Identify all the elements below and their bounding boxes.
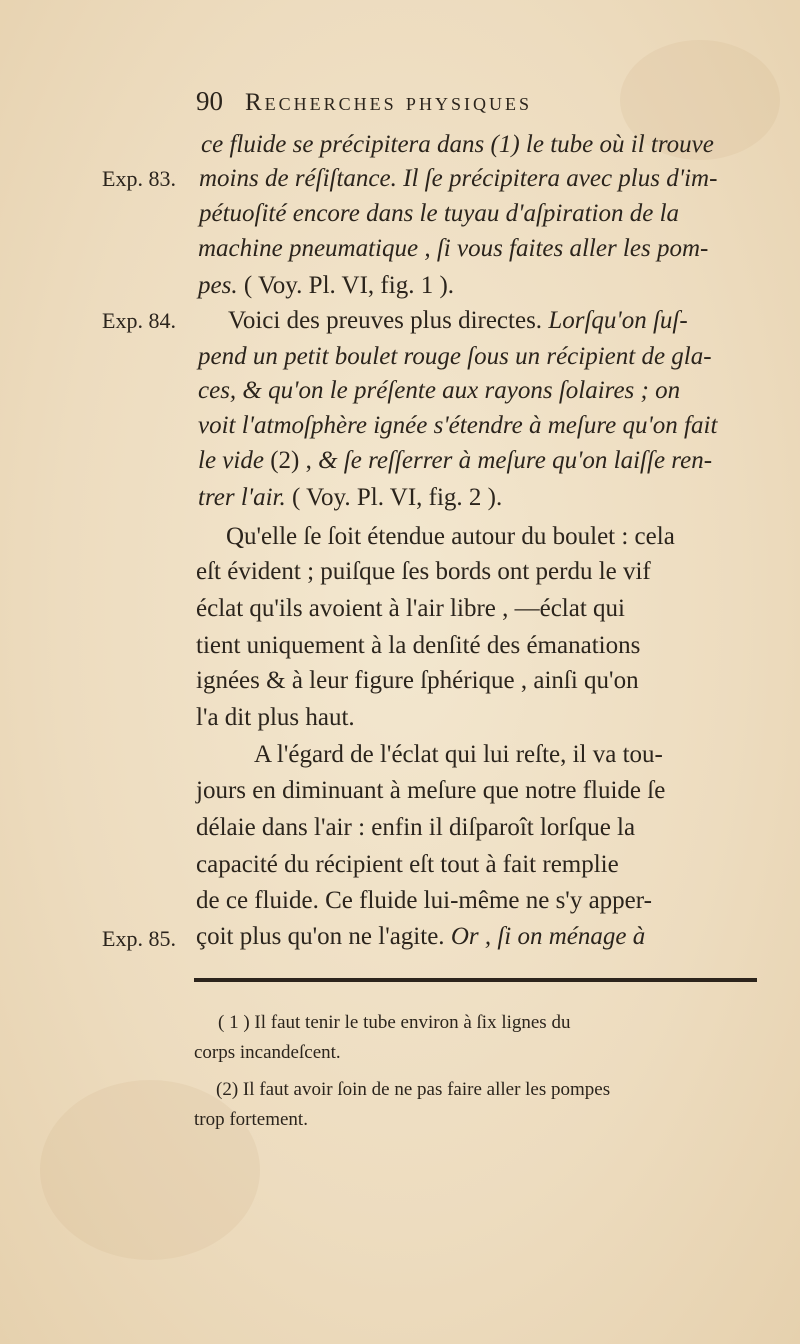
margin-note-exp-83: Exp. 83.	[102, 166, 176, 191]
italic-run: trer l'air.	[198, 484, 286, 511]
text-line	[198, 483, 502, 513]
text-line: ignées & à leur figure ſphérique , ainſi qu'on	[196, 667, 639, 694]
roman-run: ( Voy. Pl. VI, fig. 1 ).	[237, 272, 455, 299]
text-line: tient uniquement à la denſité des émanations	[196, 632, 641, 659]
text-line: A l'égard de l'éclat qui lui reſte, il va tou-	[254, 741, 663, 768]
text-line: délaie dans l'air : enfin il diſparoît lorſque la	[196, 814, 636, 841]
text-line: pétuoſité encore dans le tuyau d'aſpiration de la	[199, 200, 680, 227]
roman-run: ( Voy. Pl. VI, fig. 2 ).	[285, 484, 503, 511]
text-line: de ce fluide. Ce fluide lui-même ne s'y apper-	[196, 887, 652, 914]
footnote-separator-rule	[194, 978, 757, 982]
roman-run: çoit plus qu'on ne l'agite.	[196, 923, 445, 950]
footnote-line: corps incandeſcent.	[194, 1042, 341, 1063]
running-title: Recherches physiques	[245, 89, 532, 116]
text-line: ce fluide se précipitera dans (1) le tube où il trouve	[201, 131, 714, 158]
text-line	[198, 446, 712, 476]
footnote-line: (2) Il faut avoir ſoin de ne pas faire aller les pompes	[216, 1079, 611, 1100]
text-line: voit l'atmoſphère ignée s'étendre à meſure qu'on fait	[198, 412, 718, 439]
page-number: 90	[196, 86, 223, 116]
text-line: pend un petit boulet rouge ſous un récipient de gla-	[198, 343, 712, 370]
text-line	[198, 271, 454, 301]
footnote-line: trop fortement.	[194, 1109, 308, 1130]
text-line: eſt évident ; puiſque ſes bords ont perdu le vif	[196, 558, 651, 585]
page-header	[196, 86, 676, 122]
italic-run: Or , ſi on ménage à	[444, 923, 646, 950]
italic-run: & ſe reſſerrer à meſure qu'on laiſſe ren-	[318, 447, 713, 474]
margin-note-exp-84: Exp. 84.	[102, 308, 176, 333]
text-line: l'a dit plus haut.	[196, 704, 355, 731]
margin-note-exp-85: Exp. 85.	[102, 926, 176, 951]
text-line: moins de réſiſtance. Il ſe précipitera avec plus d'im-	[199, 165, 718, 192]
text-line	[196, 922, 645, 952]
text-line	[228, 306, 688, 336]
italic-run: Lorſqu'on ſuſ-	[542, 307, 688, 334]
roman-run: Voici des preuves plus directes.	[228, 307, 543, 334]
italic-run: le vide	[198, 447, 264, 474]
text-line: jours en diminuant à meſure que notre fluide ſe	[196, 777, 666, 804]
italic-run: pes.	[198, 272, 238, 299]
text-line: machine pneumatique , ſi vous faites aller les pom-	[198, 235, 709, 262]
roman-run: (2) ,	[263, 447, 319, 474]
text-line: Qu'elle ſe ſoit étendue autour du boulet : cela	[226, 523, 675, 550]
text-line: éclat qu'ils avoient à l'air libre , —éclat qui	[196, 595, 625, 622]
text-line: ces, & qu'on le préſente aux rayons ſolaires ; on	[198, 377, 681, 404]
footnote-line: ( 1 ) Il faut tenir le tube environ à ſix lignes du	[218, 1012, 571, 1033]
text-line: capacité du récipient eſt tout à fait remplie	[196, 851, 619, 878]
